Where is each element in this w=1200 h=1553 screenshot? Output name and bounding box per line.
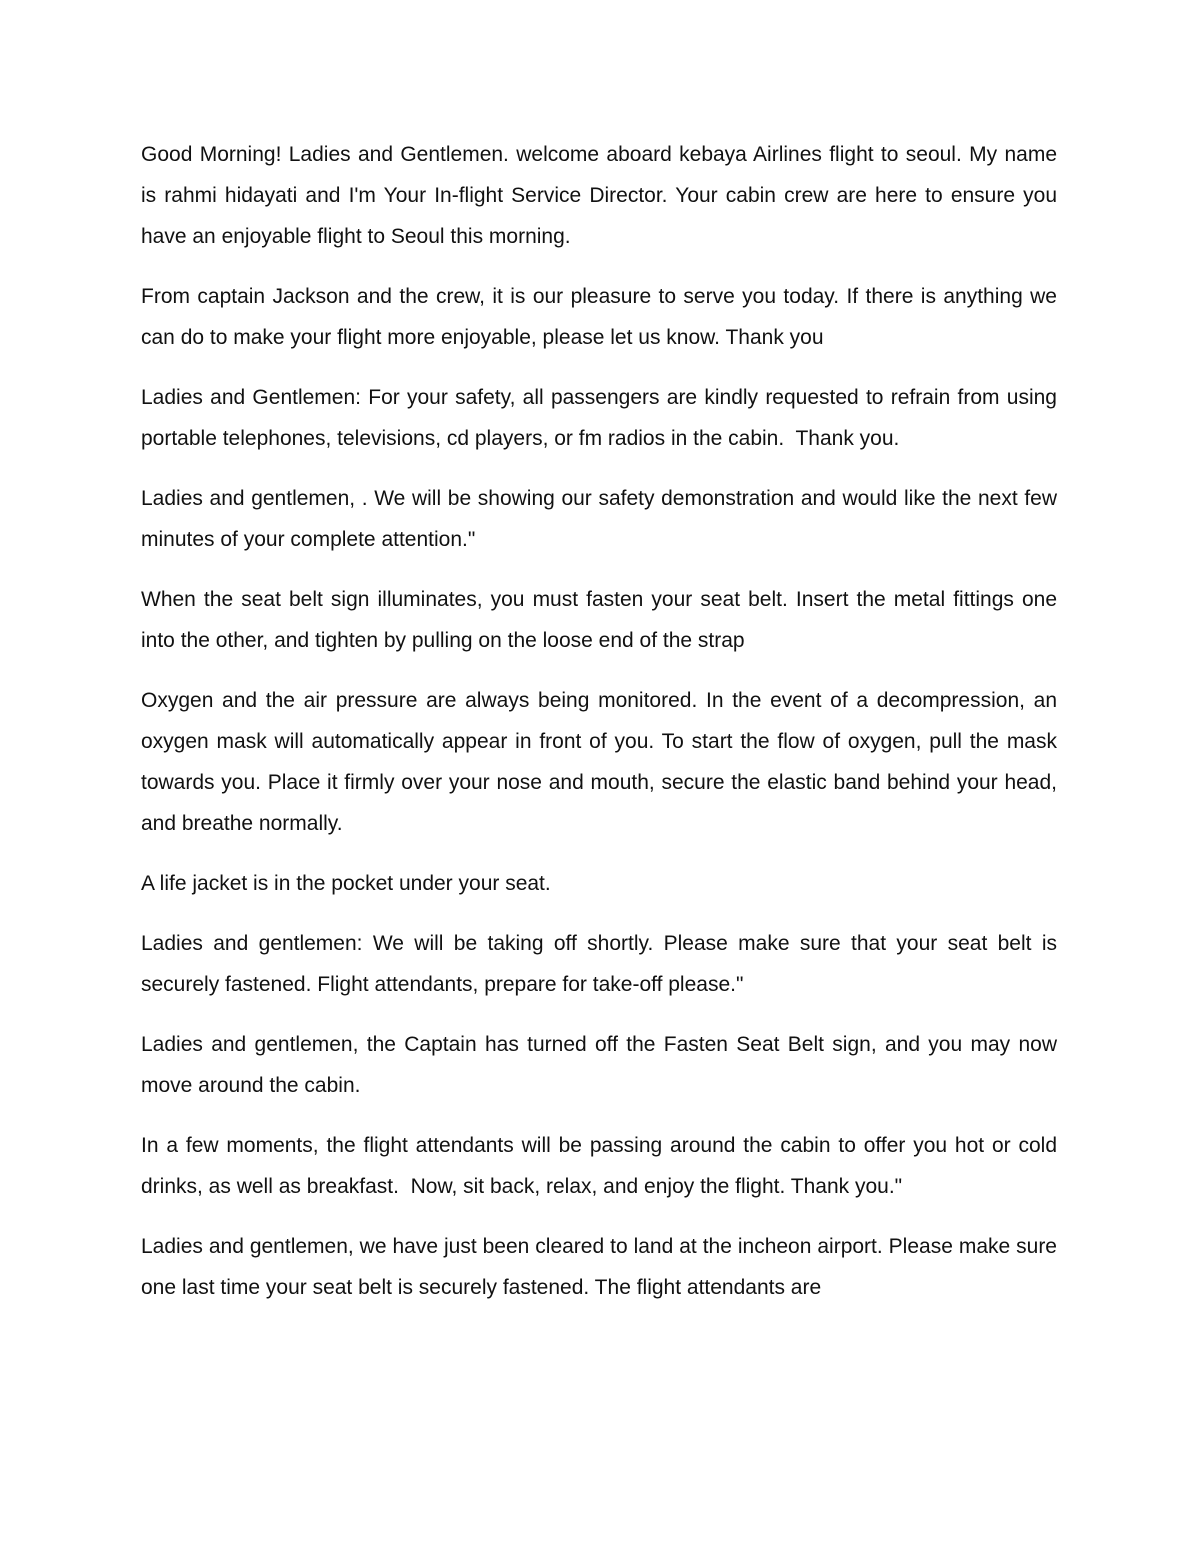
paragraph-welcome: Good Morning! Ladies and Gentlemen. welcome aboard kebaya Airlines flight to seoul. My name is rahmi hidayati and I'm Your In-flight Service Director. Your cabin crew are here to ensure you have an enjoyable flight to Seoul this morning. [141,143,1063,248]
paragraph-landing: Ladies and gentlemen, we have just been cleared to land at the incheon airport. Please make sure one last time your seat belt is securely fastened. The flight attendants are [141,1235,1063,1299]
paragraph-safety-demo-intro: Ladies and gentlemen, . We will be showing our safety demonstration and would like the next few minutes of your complete attention." [141,487,1063,551]
document-page [141,134,1063,1327]
paragraph-oxygen: Oxygen and the air pressure are always being monitored. In the event of a decompression, an oxygen mask will automatically appear in front of you. To start the flow of oxygen, pull the mask towards you. Place it firmly over your nose and mouth, secure the elastic band behind your head, and breathe normally. [141,689,1063,835]
paragraph-life-jacket: A life jacket is in the pocket under your seat. [141,872,551,895]
paragraph-service: In a few moments, the flight attendants will be passing around the cabin to offer you hot or cold drinks, as well as breakfast. Now, sit back, relax, and enjoy the flight. Thank you." [141,1134,1063,1198]
paragraph-seat-belt: When the seat belt sign illuminates, you must fasten your seat belt. Insert the metal fittings one into the other, and tighten by pulling on the loose end of the strap [141,588,1063,652]
paragraph-electronics-notice: Ladies and Gentlemen: For your safety, all passengers are kindly requested to refrain from using portable telephones, televisions, cd players, or fm radios in the cabin. Thank you. [141,386,1063,450]
paragraph-seat-belt-off: Ladies and gentlemen, the Captain has turned off the Fasten Seat Belt sign, and you may now move around the cabin. [141,1033,1063,1097]
paragraph-takeoff: Ladies and gentlemen: We will be taking off shortly. Please make sure that your seat belt is securely fastened. Flight attendants, prepare for take-off please." [141,932,1063,996]
paragraph-captain-greeting: From captain Jackson and the crew, it is our pleasure to serve you today. If there is anything we can do to make your flight more enjoyable, please let us know. Thank you [141,285,1063,349]
